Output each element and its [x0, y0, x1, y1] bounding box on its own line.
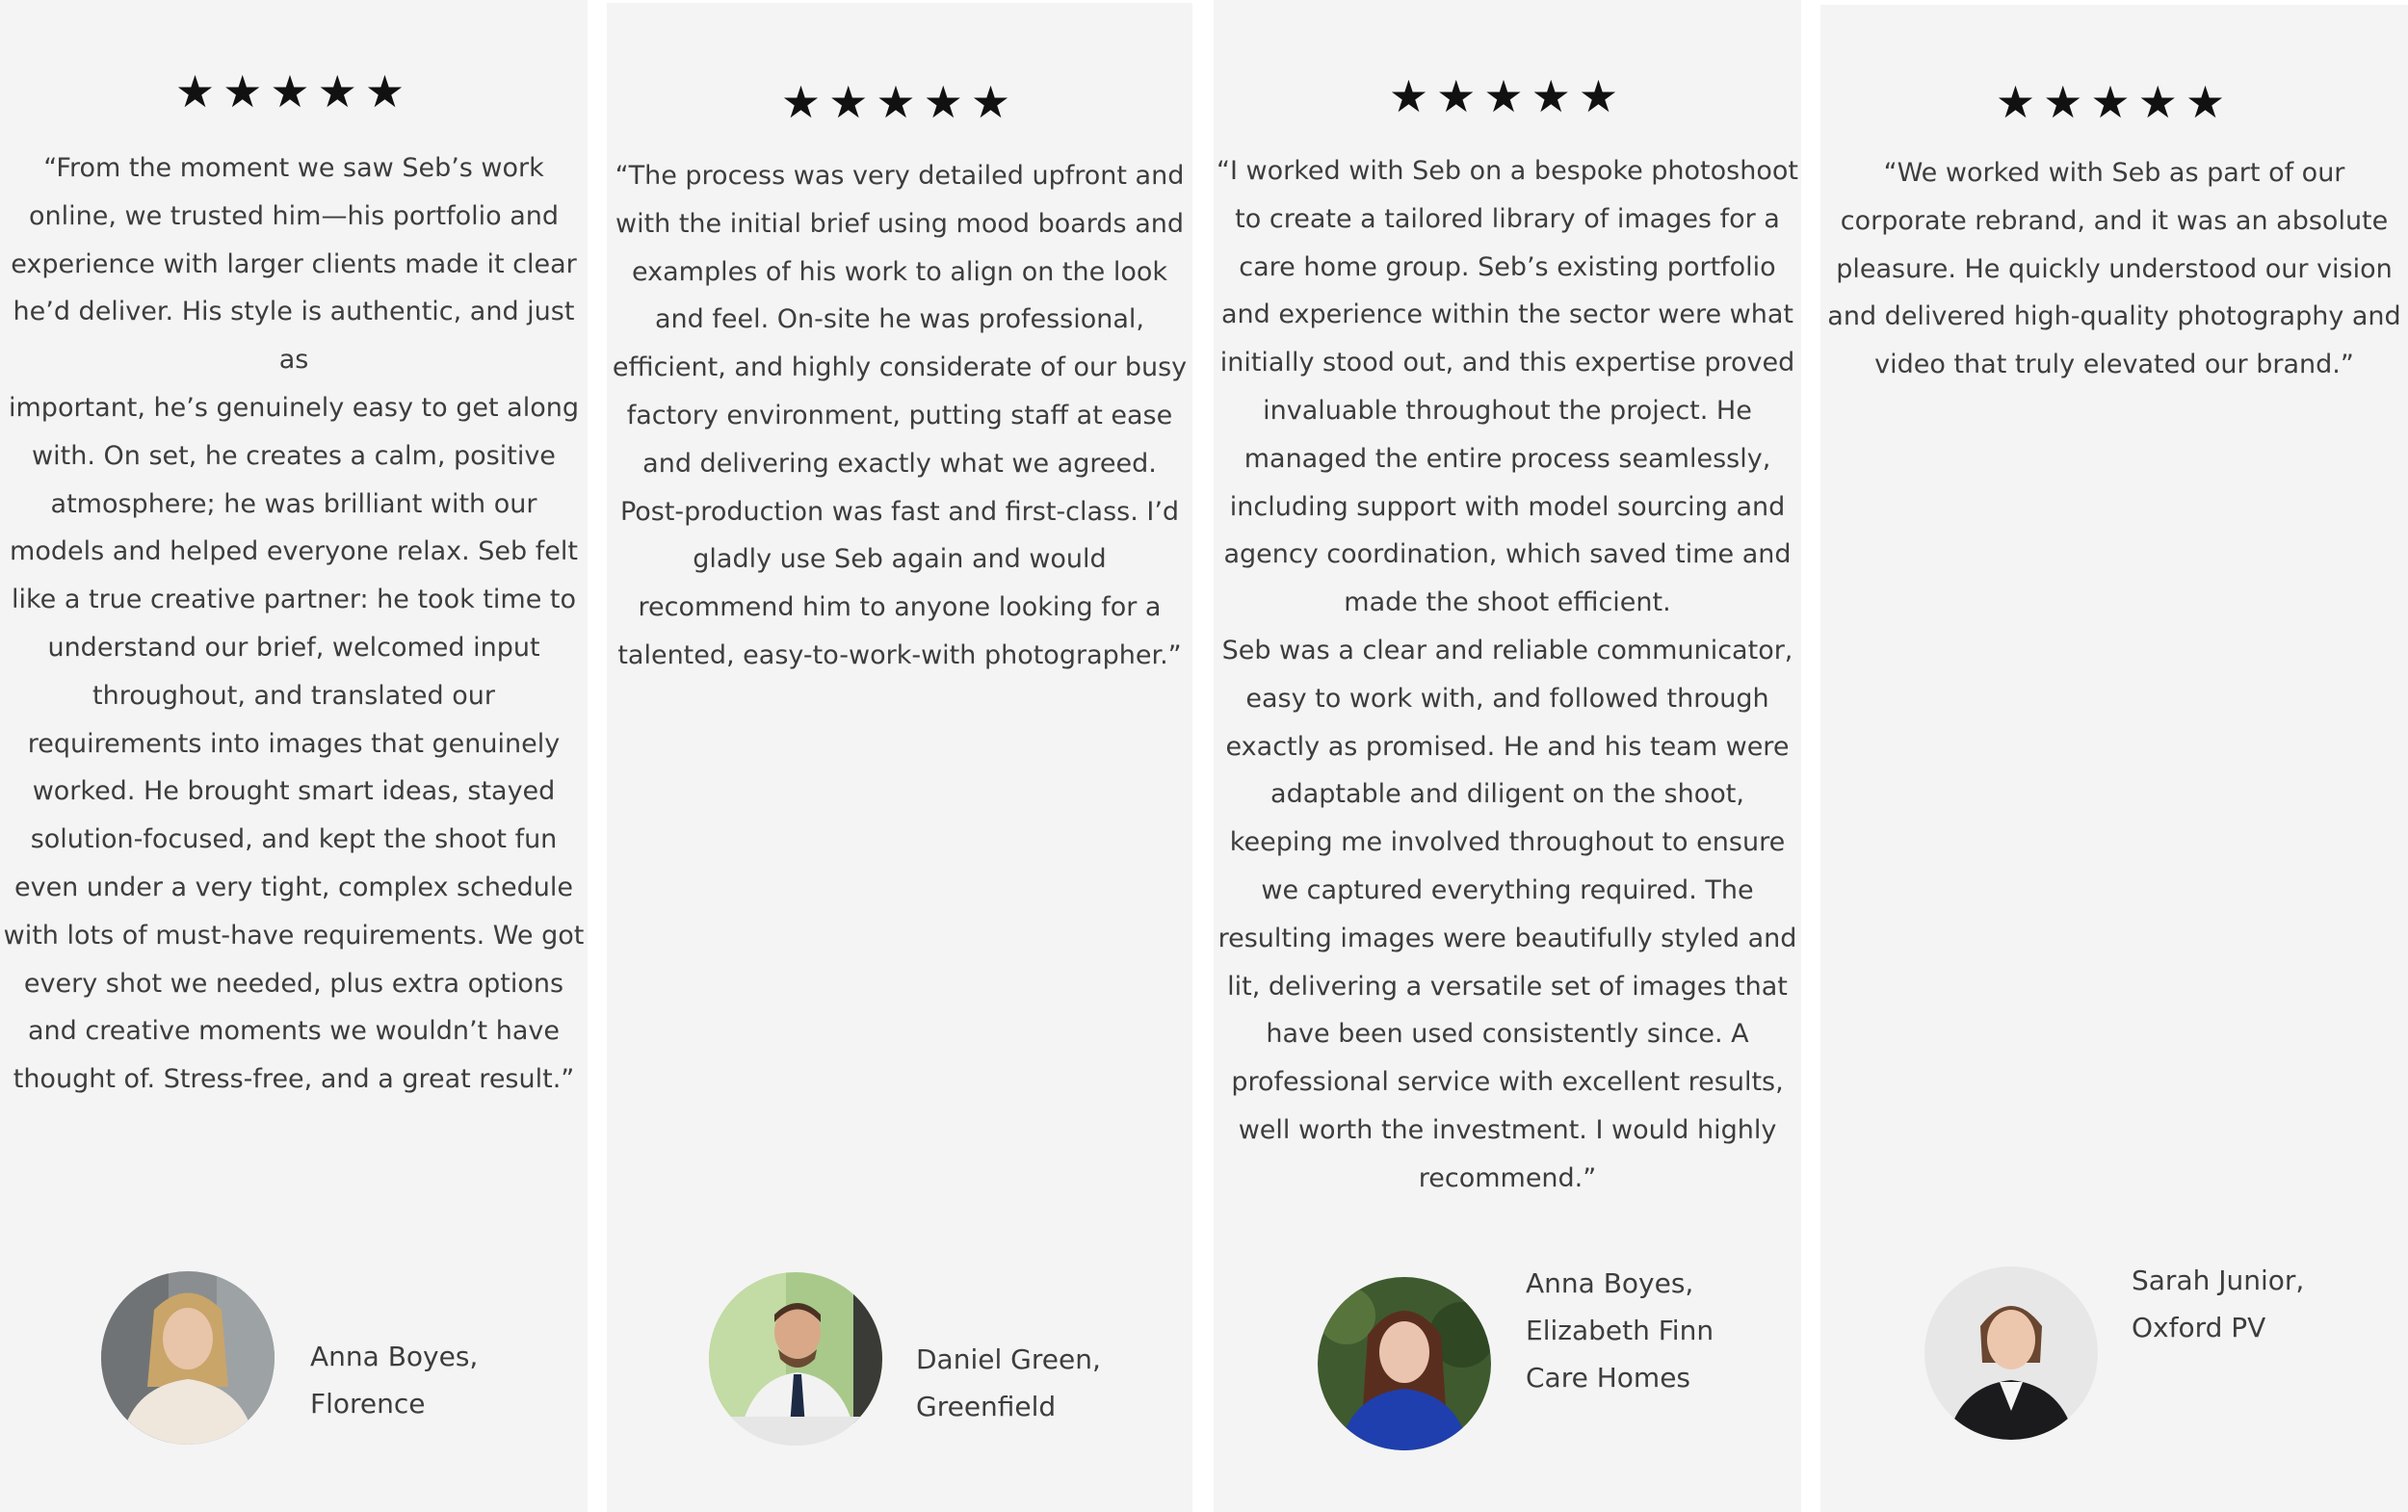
testimonial-card-3 [1214, 0, 1801, 1512]
star-rating: ★★★★★ [174, 65, 413, 117]
testimonial-author: Sarah Junior, Oxford PV [2132, 1264, 2305, 1343]
testimonial-quote: “The process was very detailed upfront and with the initial brief using mood boards and examples of his work to align on the look and feel. On-site he was professional, efficient, and highly considerate of our busy factory environment, putting staff at ease and delivering exactly what we agreed. Post-production was fast and first-class. I’d gladly use Seb again and would recommend him to anyone looking for a talented, easy-to-work-with photographer.” [612, 161, 1188, 670]
avatar [709, 1272, 882, 1446]
star-rating: ★★★★★ [1995, 76, 2234, 128]
avatar [1924, 1266, 2098, 1440]
testimonial-card-2 [607, 3, 1192, 1512]
testimonial-author: Anna Boyes, Elizabeth Finn Care Homes [1526, 1267, 1714, 1394]
avatar-photo [1924, 1266, 2098, 1440]
testimonial-author: Daniel Green, Greenfield [916, 1343, 1101, 1422]
testimonial-card-1 [0, 0, 588, 1512]
star-rating: ★★★★★ [1388, 70, 1627, 122]
avatar-photo [101, 1271, 275, 1445]
star-rating: ★★★★★ [780, 76, 1019, 128]
testimonial-author: Anna Boyes, Florence [310, 1341, 479, 1420]
testimonial-card-4 [1820, 5, 2408, 1512]
avatar [101, 1271, 275, 1445]
testimonial-quote: “From the moment we saw Seb’s work online, we trusted him—his portfolio and experience with larger clients made it clear he’d deliver. His style is authentic, and just as important, he’s genuinely easy to get along with. On set, he creates a calm, positive atmosphere; he was brilliant with our models and helped everyone relax. Seb felt like a true creative partner: he took time to understand our brief, welcomed input throughout, and translated our requirements into images that genuinely worked. He brought smart ideas, stayed solution-focused, and kept the shoot fun even under a very tight, complex schedule with lots of must-have requirements. We got every shot we needed, plus extra options and creative moments we wouldn’t have thought of. Stress-free, and a great result.” [3, 153, 585, 1095]
testimonial-quote: “I worked with Seb on a bespoke photoshoot to create a tailored library of images for a care home group. Seb’s existing portfolio and experience within the sector were what initially stood out, and this expertise proved invaluable throughout the project. He managed the entire process seamlessly, including support with model sourcing and agency coordination, which saved time and made the shoot efficient. Seb was a clear and reliable communicator, easy to work with, and followed through exactly as promised. He and his team were adaptable and diligent on the shoot, keeping me involved throughout to ensure we captured everything required. The resulting images were beautifully styled and lit, delivering a versatile set of images that have been used consistently since. A professional service with excellent results, well worth the investment. I would highly recommend.” [1217, 156, 1798, 1193]
testimonial-quote: “We worked with Seb as part of our corporate rebrand, and it was an absolute pleasure. He quickly understood our vision and delivered high-quality photography and video that truly elevated our brand.” [1827, 158, 2401, 380]
avatar-photo [1318, 1277, 1491, 1450]
avatar [1318, 1277, 1491, 1450]
avatar-photo [709, 1272, 882, 1446]
